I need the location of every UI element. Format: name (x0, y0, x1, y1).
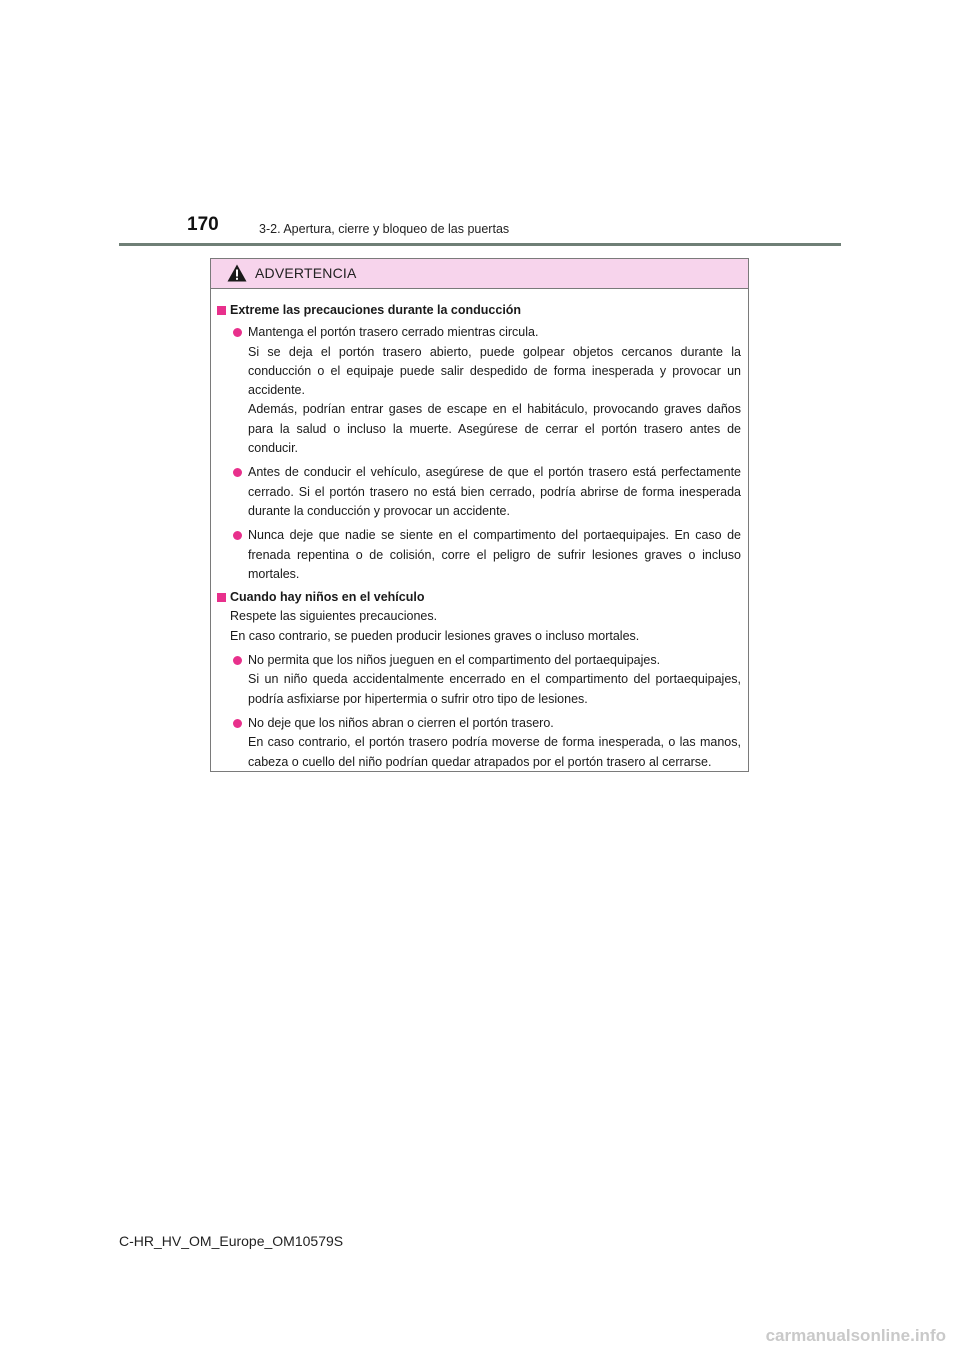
document-id: C-HR_HV_OM_Europe_OM10579S (119, 1233, 344, 1249)
round-bullet-icon (233, 531, 242, 540)
section-heading (217, 301, 741, 320)
paragraph: Antes de conducir el vehículo, asegúrese de que el portón trasero está perfectamente cerrado. Si el portón trasero no está bien cerrado, podría abrirse de forma inesperada durante la conducción y provocar un accidente. (248, 465, 741, 518)
bullet-item (217, 651, 741, 709)
warning-triangle-icon (227, 264, 247, 282)
paragraph: En caso contrario, el portón trasero podría moverse de forma inesperada, o las manos, cabeza o cuello del niño podrían quedar atrapados por el portón trasero al cerrarse. (248, 735, 741, 769)
section-title: 3-2. Apertura, cierre y bloqueo de las puertas (259, 222, 510, 236)
section-intro-text: En caso contrario, se pueden producir lesiones graves o incluso mortales. (230, 628, 640, 643)
round-bullet-icon (233, 719, 242, 728)
warning-section (217, 301, 741, 584)
bullet-item-text (248, 323, 741, 458)
bullet-item (217, 463, 741, 521)
paragraph: No permita que los niños jueguen en el compartimento del portaequipajes. (248, 653, 661, 668)
paragraph: Además, podrían entrar gases de escape en el habitáculo, provocando graves daños para la salud o incluso la muerte. Asegúrese de cerrar el portón trasero antes de conducir. (248, 402, 741, 456)
bullet-item-text (248, 651, 741, 709)
warning-box (210, 258, 749, 772)
paragraph: No deje que los niños abran o cierren el portón trasero. (248, 715, 554, 730)
warning-header (211, 259, 748, 289)
watermark: carmanualsonline.info (765, 1326, 946, 1345)
square-bullet-icon (217, 593, 226, 602)
square-bullet-icon (217, 306, 226, 315)
round-bullet-icon (233, 328, 242, 337)
paragraph: Nunca deje que nadie se siente en el compartimento del portaequipajes. En caso de frenada repentina o de colisión, corre el peligro de sufrir lesiones graves o incluso mortales. (248, 528, 741, 581)
bullet-item-text (248, 714, 741, 772)
round-bullet-icon (233, 656, 242, 665)
round-bullet-icon (233, 468, 242, 477)
section-intro-text: Respete las siguientes precauciones. (230, 609, 438, 624)
bullet-item (217, 526, 741, 584)
warning-label: ADVERTENCIA (255, 265, 357, 281)
section-heading (217, 588, 741, 607)
warning-section (217, 588, 741, 772)
bullet-item-text (248, 463, 741, 521)
page-number: 170 (187, 214, 219, 235)
warning-body (211, 289, 748, 772)
bullet-item (217, 323, 741, 458)
header-divider (119, 243, 841, 246)
section-heading-text: Extreme las precauciones durante la conducción (230, 303, 522, 317)
paragraph: Si un niño queda accidentalmente encerrado en el compartimento del portaequipajes, podría asfixiarse por hipertermia o sufrir otro tipo de lesiones. (248, 672, 741, 706)
bullet-item-text (248, 526, 741, 584)
paragraph: Si se deja el portón trasero abierto, puede golpear objetos cercanos durante la conducción o el equipaje puede salir despedido de forma inesperada y provocar un accidente. (248, 344, 741, 398)
section-heading-text: Cuando hay niños en el vehículo (230, 590, 425, 605)
paragraph: Mantenga el portón trasero cerrado mientras circula. (248, 325, 539, 340)
bullet-item (217, 714, 741, 772)
